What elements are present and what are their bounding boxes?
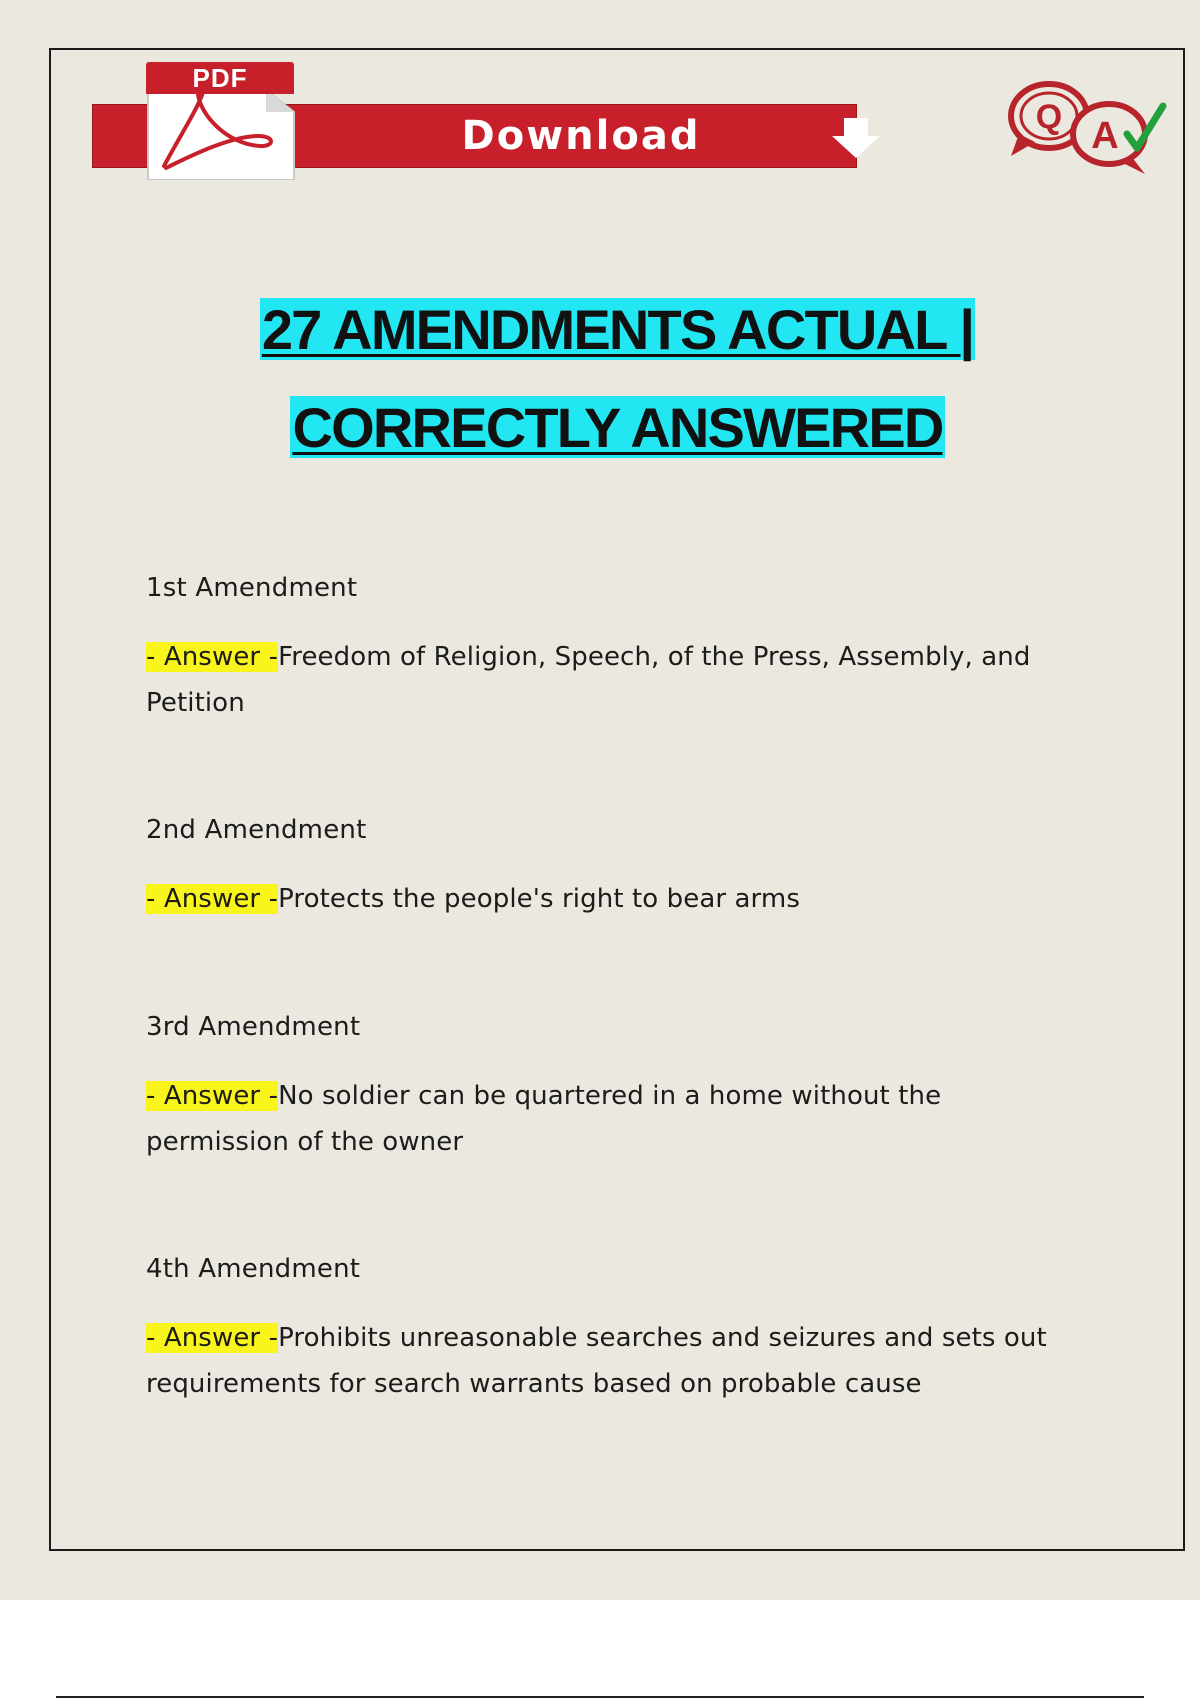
question-text: 4th Amendment bbox=[146, 1254, 361, 1284]
qa-item bbox=[146, 812, 1086, 922]
document-title bbox=[120, 298, 1115, 494]
pdf-label: PDF bbox=[146, 62, 294, 94]
question-text: 2nd Amendment bbox=[146, 815, 367, 845]
footer-divider bbox=[56, 1696, 1144, 1698]
answer-line-1: Prohibits unreasonable searches and seizures and sets out bbox=[278, 1323, 1047, 1353]
qa-item bbox=[146, 570, 1086, 726]
question-text: 1st Amendment bbox=[146, 573, 358, 603]
answer-prefix: - Answer - bbox=[146, 1323, 279, 1353]
logo-a-letter: A bbox=[1091, 115, 1119, 157]
answer-line-2: permission of the owner bbox=[146, 1127, 464, 1157]
answer-prefix: - Answer - bbox=[146, 1081, 279, 1111]
qa-check-logo bbox=[1005, 76, 1170, 176]
logo-q-letter: Q bbox=[1035, 98, 1063, 136]
answer-line-1: Protects the people's right to bear arms bbox=[278, 884, 800, 914]
qa-item bbox=[146, 1009, 1086, 1165]
download-label[interactable]: Download bbox=[461, 113, 701, 159]
download-arrow-icon[interactable] bbox=[828, 116, 884, 160]
answer-line-2: requirements for search warrants based on probable cause bbox=[146, 1369, 922, 1399]
answer-text bbox=[146, 634, 1086, 726]
title-line-2: CORRECTLY ANSWERED bbox=[292, 396, 943, 459]
answer-line-1: No soldier can be quartered in a home without the bbox=[278, 1081, 942, 1111]
qa-item bbox=[146, 1251, 1086, 1407]
question-text: 3rd Amendment bbox=[146, 1012, 361, 1042]
answer-text bbox=[146, 1315, 1086, 1407]
answer-prefix: - Answer - bbox=[146, 642, 279, 672]
pdf-file-icon bbox=[142, 62, 298, 180]
answer-prefix: - Answer - bbox=[146, 884, 279, 914]
title-line-1: 27 AMENDMENTS ACTUAL | bbox=[261, 298, 974, 361]
answer-text bbox=[146, 876, 1086, 922]
pdf-download-banner[interactable] bbox=[92, 62, 862, 182]
answer-text bbox=[146, 1073, 1086, 1165]
answer-line-2: Petition bbox=[146, 688, 245, 718]
answer-line-1: Freedom of Religion, Speech, of the Press, Assembly, and bbox=[278, 642, 1031, 672]
